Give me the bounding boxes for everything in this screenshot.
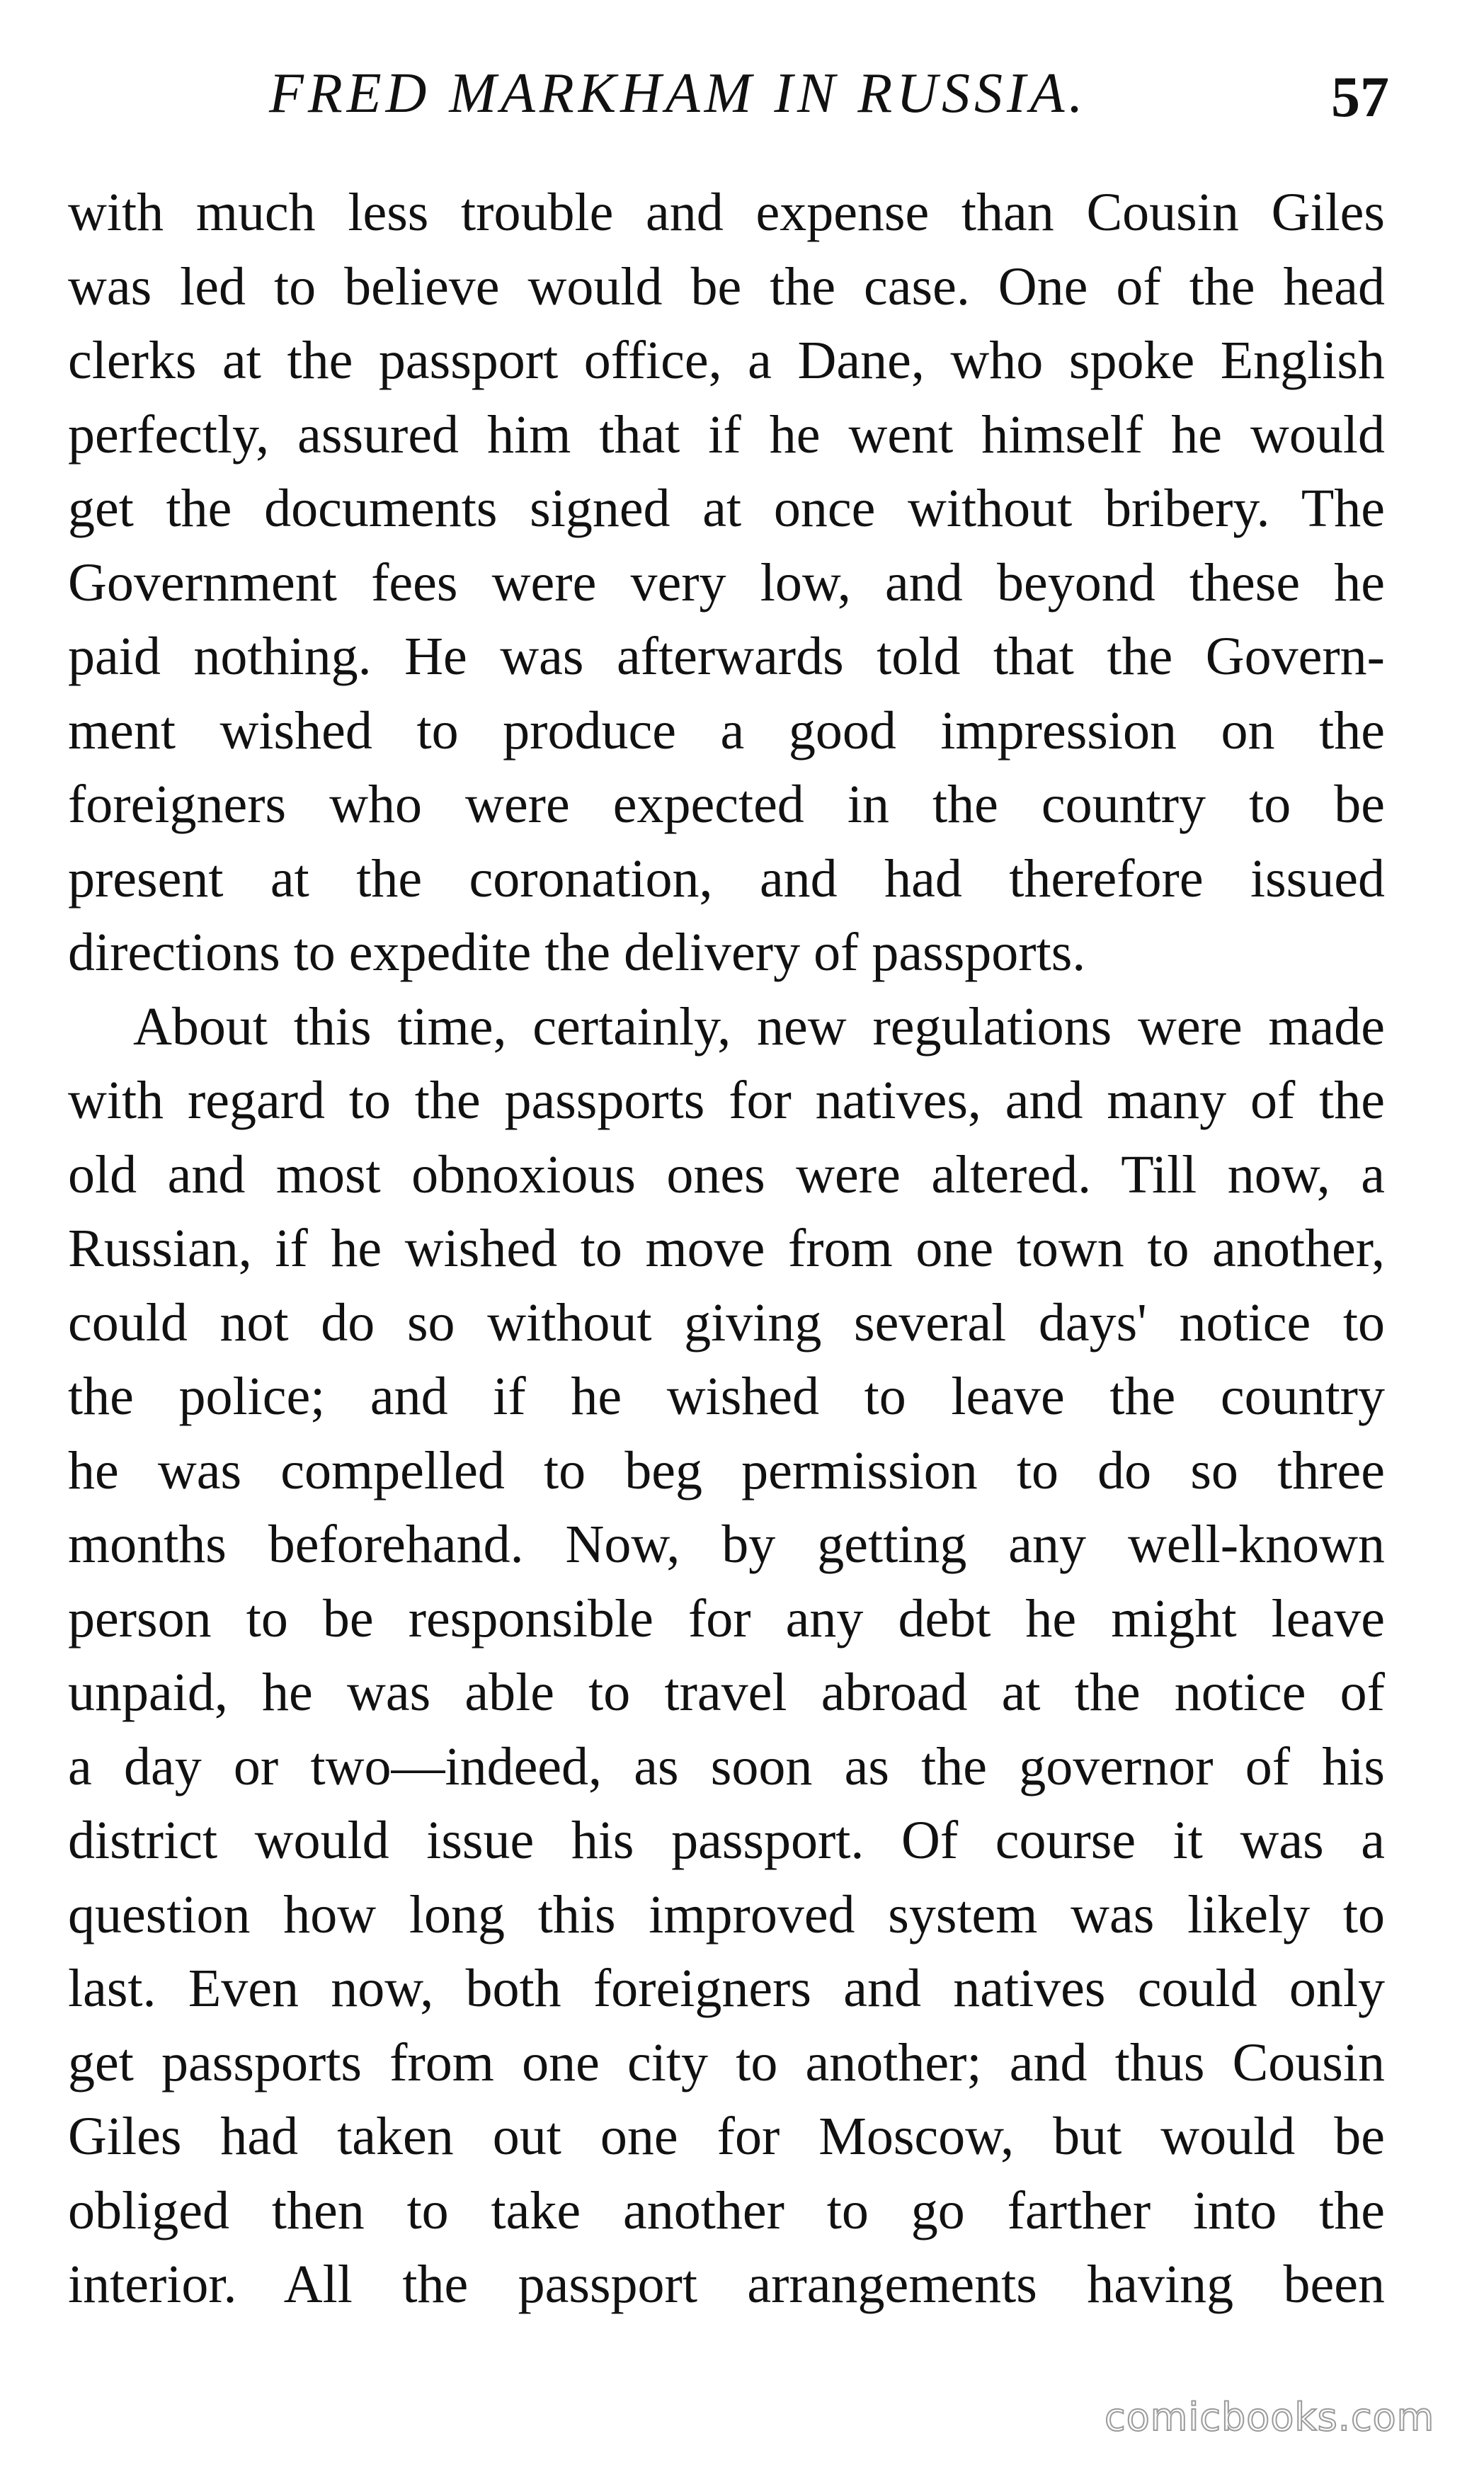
text-line: foreigners who were expected in the country to be bbox=[68, 775, 1385, 834]
text-line: district would issue his passport. Of course it was a bbox=[68, 1811, 1385, 1870]
text-line: with much less trouble and expense than Cousin Giles bbox=[68, 183, 1385, 242]
text-line: he was compelled to beg permission to do so three bbox=[68, 1440, 1385, 1501]
text-line: months beforehand. Now, by getting any well-known bbox=[68, 1515, 1385, 1574]
text-line: was led to believe would be the case. One of the head bbox=[68, 256, 1385, 317]
text-line: About this time, certainly, new regulations were made bbox=[133, 996, 1385, 1057]
text-line: old and most obnoxious ones were altered. Till now, a bbox=[68, 1144, 1385, 1205]
text-line: get passports from one city to another; and thus Cousin bbox=[68, 2032, 1385, 2092]
running-title: FRED MARKHAM IN RUSSIA. bbox=[269, 62, 1088, 125]
text-line: get the documents signed at once without bribery. The bbox=[68, 479, 1385, 538]
paragraph bbox=[68, 990, 1385, 2322]
text-line: unpaid, he was able to travel abroad at the notice of bbox=[68, 1663, 1385, 1722]
text-line: directions to expedite the delivery of passports. bbox=[68, 923, 1086, 982]
text-line: could not do so without giving several days' notice to bbox=[68, 1292, 1385, 1353]
text-line: last. Even now, both foreigners and natives could only bbox=[68, 1959, 1385, 2018]
text-line: Giles had taken out one for Moscow, but would be bbox=[68, 2107, 1385, 2166]
text-line: the police; and if he wished to leave the country bbox=[68, 1367, 1385, 1426]
text-line: interior. All the passport arrangements having been bbox=[68, 2255, 1385, 2314]
text-line: Government fees were very low, and beyond these he bbox=[68, 552, 1385, 613]
text-line: perfectly, assured him that if he went himself he would bbox=[68, 404, 1385, 465]
text-line: ment wished to produce a good impression on the bbox=[68, 700, 1385, 761]
paragraph bbox=[68, 176, 1385, 990]
text-line: clerks at the passport office, a Dane, who spoke English bbox=[68, 331, 1385, 390]
text-line: paid nothing. He was afterwards told that the Govern- bbox=[68, 627, 1385, 686]
text-line: person to be responsible for any debt he might leave bbox=[68, 1588, 1385, 1649]
text-line: a day or two—indeed, as soon as the governor of his bbox=[68, 1736, 1385, 1796]
text-line: obliged then to take another to go farther into the bbox=[68, 2180, 1385, 2240]
text-line: question how long this improved system was likely to bbox=[68, 1884, 1385, 1944]
watermark: comicbooks.com bbox=[1105, 2395, 1435, 2439]
page-number: 57 bbox=[1331, 64, 1389, 129]
text-line: Russian, if he wished to move from one town to another, bbox=[68, 1219, 1385, 1278]
text-line: present at the coronation, and had therefore issued bbox=[68, 848, 1385, 909]
text-line: with regard to the passports for natives, and many of the bbox=[68, 1071, 1385, 1130]
body-text bbox=[68, 176, 1385, 2322]
